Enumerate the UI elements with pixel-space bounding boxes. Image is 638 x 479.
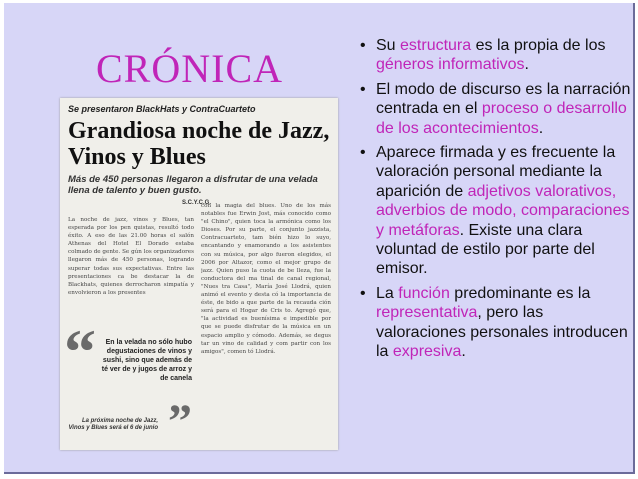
newspaper-clipping — [60, 98, 338, 450]
bullet-item — [360, 80, 632, 138]
clipping-deck: Más de 450 personas llegaron a disfrutar de una velada llena de talento y buen gusto. — [68, 174, 318, 196]
highlighted-term: función — [398, 284, 450, 302]
highlighted-term: proceso o desarrollo de los acontecimientos — [376, 100, 627, 137]
highlighted-term: expresiva — [392, 343, 462, 361]
highlighted-term: géneros informativos — [376, 56, 525, 74]
bullet-dot-icon: • — [360, 284, 366, 302]
clipping-column-1: La noche de jazz, vinos y Blues, tan esperada por los pen quistas, resultó todo éxito. A eso de las 21.00 horas el salón Athenas del Hotel El Dorado estaba colmado de gente. Se gún los organizadores llegaron más de 450 personas, logrando superar todas sus expectativas. Entre las presentaciones ca be destacar la de Blackhats, quienes derrocharon simpatía y envolvieron a los presentes — [68, 217, 194, 296]
bullet-dot-icon: • — [360, 80, 366, 98]
close-quote-icon: ” — [168, 395, 192, 448]
bullet-list — [360, 36, 632, 367]
bullet-text: . — [538, 119, 544, 137]
bullet-text: . — [461, 343, 466, 361]
bullet-item — [360, 284, 632, 362]
clipping-column-2: con la magia del blues. Uno de los más notables fue Erwin Jost, más conocido como "el Chino", quien toca la armónica como los Dioses. Por su parte, el conjunto jazzista, Contracuarteto, tam bién hizo lo suyo, encantando y enamorando a los asistentes con su música, por algo fueron elegidos, el 2006 por Altazor, como el mejor grupo de jazz. Quien puso la cuota de be lleza, fue la conductora del ma tinal de canal regional, "Nues tra Casa", María José Llodrá, quien animó el evento y desta có la importancia de éste, de bido a que parte de la recauda ción será para el Hogar de Cris to. Agregó que, "la actividad es buenísima e impedible por que se puede disfrutar de la música en un espacio amplio y cómodo. Además, se degus tar un vino de calidad y com partir con los amigos", comen tó Llodrá. — [201, 203, 331, 355]
bullet-text: La — [376, 284, 399, 302]
open-quote-icon: “ — [64, 316, 96, 387]
bullet-item — [360, 143, 632, 279]
bullet-text: , pero las valoraciones personales introducen la — [376, 304, 628, 361]
bullet-text: Aparece firmada y es frecuente la valoración personal mediante la aparición de — [376, 144, 616, 200]
highlighted-term: representativa — [376, 304, 478, 322]
bullet-text: predominante es la — [449, 284, 591, 302]
clipping-pull-quote: En la velada no sólo hubo degustaciones de vinos y sushi, sino que además de té ver de y jugos de arroz y de canela — [101, 339, 192, 382]
clipping-pull-quote-footer: La próxima noche de Jazz, Vinos y Blues será el 6 de junio — [68, 418, 158, 431]
bullet-text: Su — [376, 37, 401, 54]
bullet-dot-icon: • — [360, 144, 366, 162]
bullet-item — [360, 36, 632, 75]
highlighted-term: estructura — [400, 37, 472, 54]
bullet-text: . — [524, 56, 529, 74]
bullet-dot-icon: • — [360, 37, 366, 54]
bullet-text: El modo de discurso es la narración centrada en el — [376, 80, 631, 118]
clipping-kicker: Se presentaron BlackHats y ContraCuarteto — [68, 104, 256, 114]
bullet-text: . Existe una clara voluntad de estilo por parte del emisor. — [376, 221, 595, 278]
slide — [4, 3, 635, 474]
clipping-headline: Grandiosa noche de Jazz, Vinos y Blues — [68, 118, 330, 170]
bullet-text: es la propia de los — [471, 37, 606, 54]
highlighted-term: adjetivos valorativos, adverbios de modo, comparaciones y metáforas — [376, 182, 630, 239]
slide-title: CRÓNICA — [96, 46, 284, 91]
clipping-byline: S.C.Y.C.G. — [182, 200, 212, 206]
